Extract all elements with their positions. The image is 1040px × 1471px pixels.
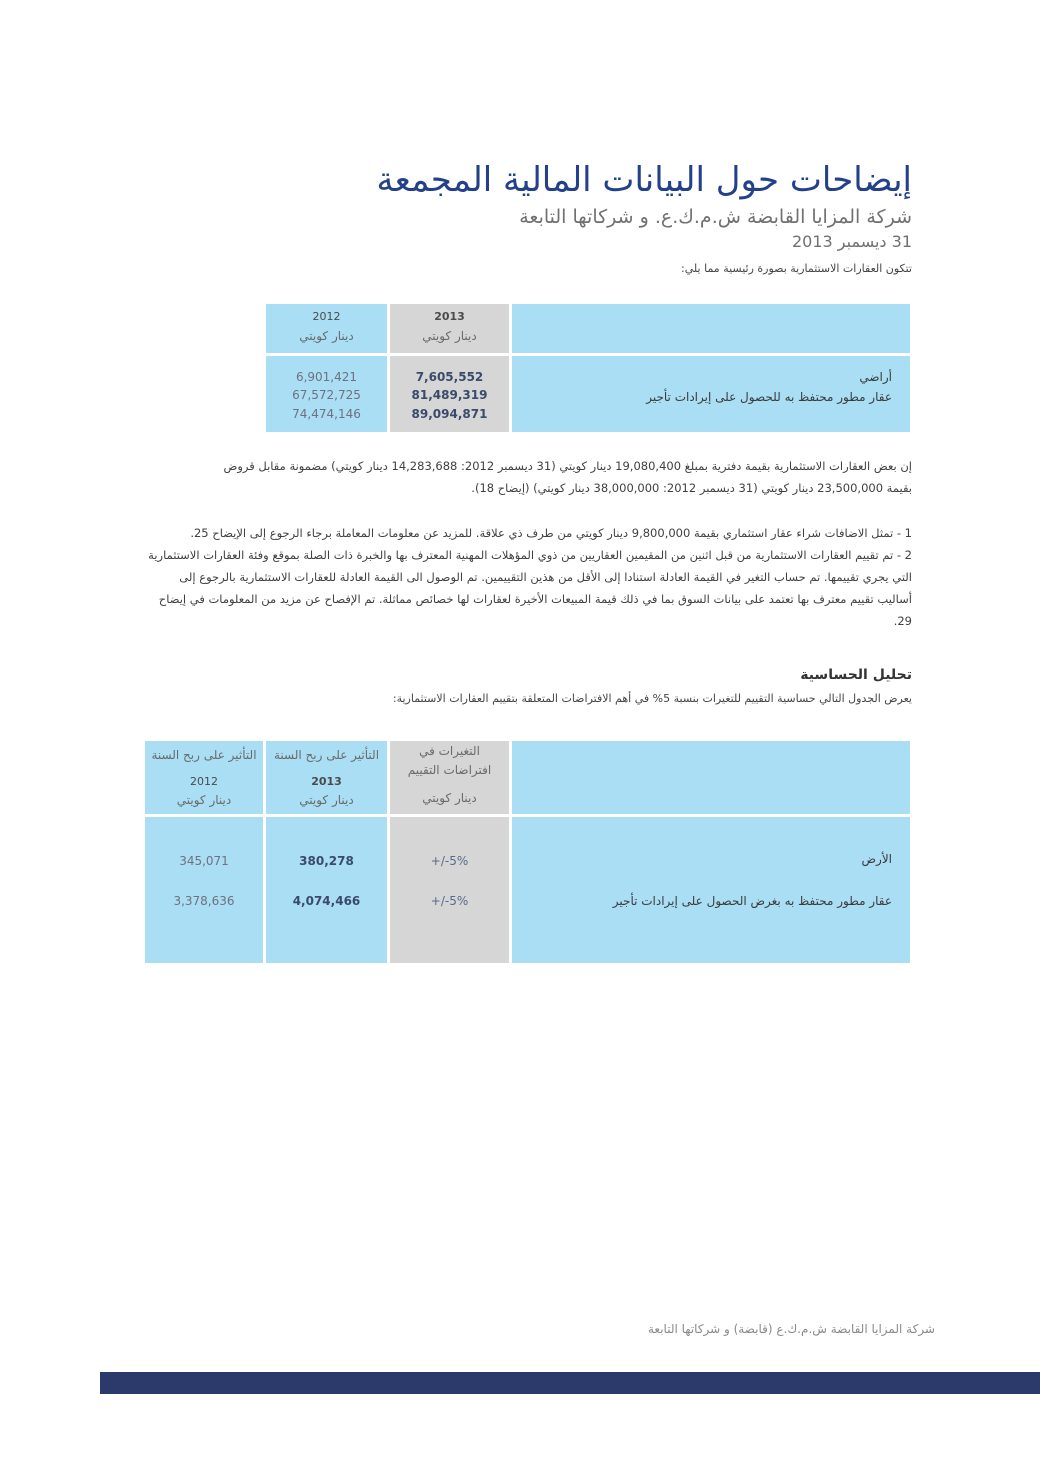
table2-body-2013: [266, 817, 387, 963]
table1-header-label-cell: [512, 304, 910, 353]
table1-header-2013: [390, 304, 509, 353]
table1-total-2012: 74,474,146: [292, 407, 361, 421]
table2-header-label-cell: [512, 741, 910, 814]
table2-change-label2: افتراضات التقييم: [407, 763, 492, 777]
footer-bar: [100, 1372, 1040, 1394]
table2-change-value: +/-5%: [430, 854, 469, 868]
footer-company-name: شركة المزايا القابضة ش.م.ك.ع (قابضة) و شركاتها التابعة: [647, 1322, 935, 1336]
sensitivity-intro: يعرض الجدول التالي حساسية التقييم للتغيرات بنسبة 5% في أهم الافتراضات المتعلقة بتقييم العقارات الاستثمارية:: [392, 692, 912, 705]
table2-currency-2012: دينار كويتي: [176, 793, 232, 807]
table1-total-2013: 89,094,871: [411, 407, 488, 421]
table1-body-2012: [266, 356, 387, 432]
pledged-properties-paragraph: [142, 455, 912, 499]
table2-impact-label-2013: التأثير على ربح السنة: [273, 748, 380, 762]
table1-year-2013: 2013: [434, 310, 465, 323]
table2-change-currency: دينار كويتي: [422, 791, 477, 805]
table1-intro: تتكون العقارات الاستثمارية بصورة رئيسية مما يلي:: [681, 262, 912, 275]
note-line: 29.: [893, 614, 912, 628]
table2-header-change: [390, 741, 509, 814]
paragraph-line: إن بعض العقارات الاستثمارية بقيمة دفترية بمبلغ 19,080,400 دينار كويتي (31 ديسمبر 2012: 14,283,688 دينار كويتي) مضمونة مقابل قروض: [223, 459, 912, 473]
table2-value-2012: 3,378,636: [173, 894, 235, 908]
table2-body-2012: [145, 817, 263, 963]
report-date: 31 ديسمبر 2013: [791, 232, 912, 251]
table2-value-2013: 4,074,466: [292, 894, 361, 908]
sensitivity-title: تحليل الحساسية: [800, 667, 912, 683]
table2-body-change: [390, 817, 509, 963]
table1-currency-2013: دينار كويتي: [422, 329, 477, 343]
table2-year-2013: 2013: [311, 775, 342, 788]
table1-currency-2012: دينار كويتي: [299, 329, 354, 343]
note-line: 1 - تمثل الاضافات شراء عقار استثماري بقيمة 9,800,000 دينار كويتي من طرف ذي علاقة. للمزيد عن معلومات المعاملة برجاء الرجوع إلى الإيضاح 25.: [190, 526, 912, 540]
table2-year-2012: 2012: [190, 775, 218, 788]
table1-body-2013: [390, 356, 509, 432]
table1-value-2012: 6,901,421: [295, 370, 358, 384]
table1-header-2012: [266, 304, 387, 353]
page-title: إيضاحات حول البيانات المالية المجمعة: [376, 160, 912, 200]
table1-value-2013: 81,489,319: [411, 388, 488, 402]
table2-change-label1: التغيرات في: [419, 744, 480, 758]
table2-header-2013: [266, 741, 387, 814]
table1-year-2012: 2012: [312, 310, 341, 323]
table2-change-value: +/-5%: [430, 894, 469, 908]
table2-header-2012: [145, 741, 263, 814]
note-line: أساليب تقييم معترف بها تعتمد على بيانات السوق بما في ذلك قيمة المبيعات الأخيرة لعقارات لها خصائص مماثلة. تم الإفصاح عن مزيد من المعلومات في إيضاح: [158, 592, 912, 606]
table1-value-2012: 67,572,725: [292, 388, 361, 402]
table2-value-2013: 380,278: [299, 854, 354, 868]
table2-row-label: عقار مطور محتفظ به بغرض الحصول على إيرادات تأجير: [612, 894, 892, 908]
table2-row-label: الأرض: [861, 852, 892, 866]
table1-body-label-cell: [512, 356, 910, 432]
table2-body-label-cell: [512, 817, 910, 963]
table2-impact-label-2012: التأثير على ربح السنة: [151, 748, 257, 762]
paragraph-line: بقيمة 23,500,000 دينار كويتي (31 ديسمبر 2012: 38,000,000 دينار كويتي) (إيضاح 18).: [471, 481, 912, 495]
company-name: شركة المزايا القابضة ش.م.ك.ع. و شركاتها التابعة: [519, 206, 912, 228]
table1-value-2013: 7,605,552: [415, 370, 484, 384]
notes-paragraph: [142, 522, 912, 632]
note-line: التي يجري تقييمها. تم حساب التغير في القيمة العادلة استنادا إلى الأقل من هذين التقييمين. تم الوصول الى القيمة العادلة للعقارات الاستثمارية بالرجوع إلى: [179, 570, 912, 584]
note-line: 2 - تم تقييم العقارات الاستثمارية من قبل اثنين من المقيمين العقاريين من ذوي المؤهلات المهنية المعترف بها والخبرة ذات الصلة بموقع وفئة العقارات الاستثمارية: [148, 548, 912, 562]
table1-row-label: أراضي: [859, 370, 892, 384]
table1-row-label: عقار مطور محتفظ به للحصول على إيرادات تأجير: [646, 390, 892, 404]
table2-value-2012: 345,071: [179, 854, 229, 868]
table2-currency-2013: دينار كويتي: [299, 793, 354, 807]
